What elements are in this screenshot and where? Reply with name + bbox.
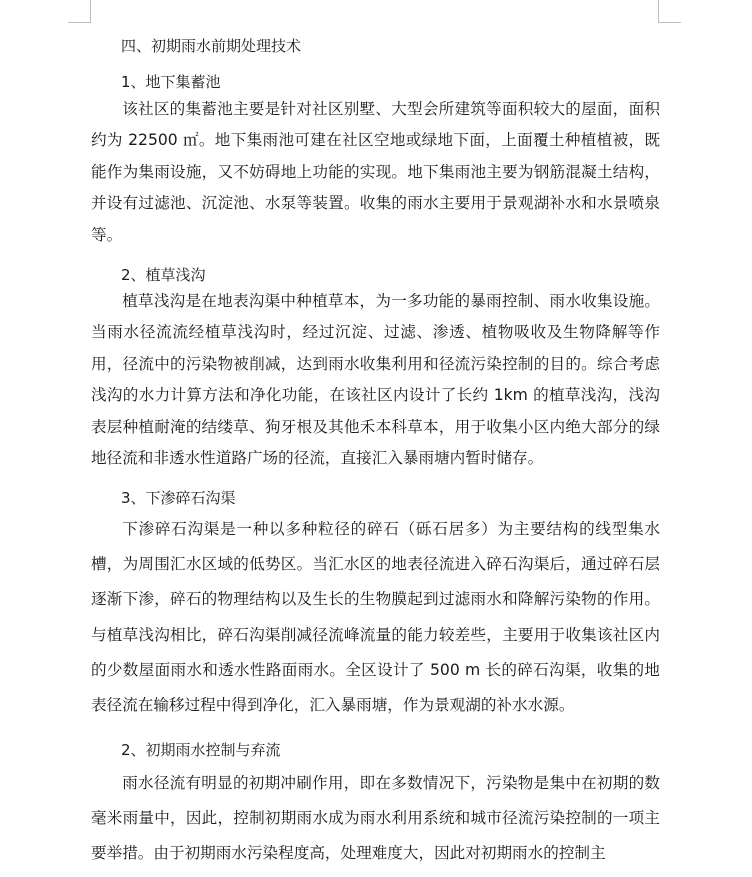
page-corner-mark-right [658,0,681,23]
paragraph-gravel-trench: 下渗碎石沟渠是一种以多种粒径的碎石（砾石居多）为主要结构的线型集水槽，为周围汇水区域的低势区。当汇水区的地表径流进入碎石沟渠后，通过碎石层逐渐下渗，碎石的物理结构以及生长的生物膜起到过滤雨水和降解污染物的作用。与植草浅沟相比，碎石沟渠削减径流峰流量的能力较差些，主要用于收集该社区内的少数屋面雨水和透水性路面雨水。全区设计了 500 m 长的碎石沟渠，收集的地表径流在输移过程中得到净化，汇入暴雨塘，作为景观湖的补水水源。 [91,520,660,715]
paragraph-grass-swale: 植草浅沟是在地表沟渠中种植草本，为一多功能的暴雨控制、雨水收集设施。当雨水径流流经植草浅沟时，经过沉淀、过滤、渗透、植物吸收及生物降解等作用，径流中的污染物被削减，达到雨水收集利用和径流污染控制的目的。综合考虑浅沟的水力计算方法和净化功能，在该社区内设计了长约 1km 的植草浅沟，浅沟表层种植耐淹的结缕草、狗牙根及其他禾本科草本，用于收集小区内绝大部分的绿地径流和非透水性道路广场的径流，直接汇入暴雨塘内暂时储存。 [91,292,660,468]
section-title: 四、初期雨水前期处理技术 [121,37,302,55]
subsection-heading-initial-rainwater: 2、初期雨水控制与弃流 [121,741,281,759]
subsection-heading-gravel-trench: 3、下渗碎石沟渠 [121,489,236,507]
paragraph-underground-tank: 该社区的集蓄池主要是针对社区别墅、大型会所建筑等面积较大的屋面，面积约为 22500 ㎡。地下集雨池可建在社区空地或绿地下面，上面覆土种植植被，既能作为集雨设施，又不妨碍地上功能的实现。地下集雨池主要为钢筋混凝土结构，并设有过滤池、沉淀池、水泵等装置。收集的雨水主要用于景观湖补水和水景喷泉等。 [91,100,660,244]
subsection-heading-grass-swale: 2、植草浅沟 [121,266,206,284]
subsection-heading-underground-tank: 1、地下集蓄池 [121,73,221,91]
paragraph-initial-rainwater: 雨水径流有明显的初期冲刷作用，即在多数情况下，污染物是集中在初期的数毫米雨量中，因此，控制初期雨水成为雨水利用系统和城市径流污染控制的一项主要举措。由于初期雨水污染程度高，处理难度大，因此对初期雨水的控制主 [91,774,660,863]
page-corner-mark-left [68,0,91,23]
